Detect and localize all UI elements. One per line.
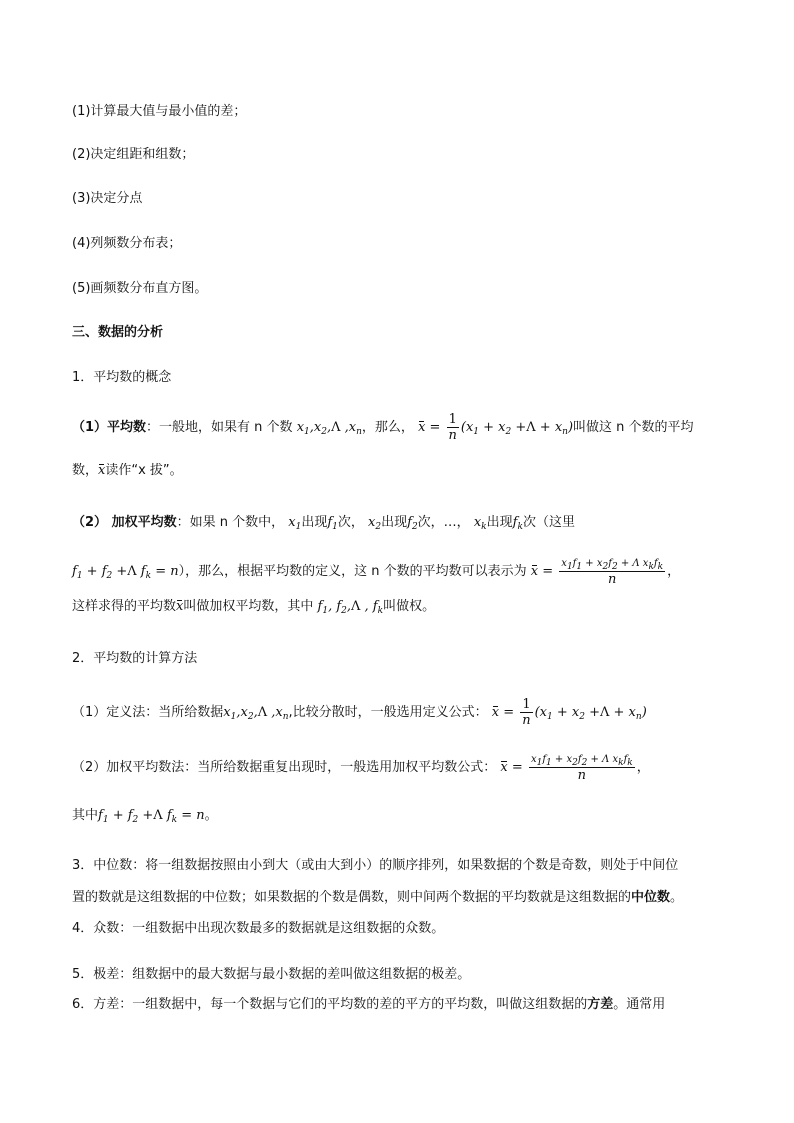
formula-xbar-2: x (176, 599, 184, 614)
step-2: (2)决定组距和组数； (72, 147, 195, 162)
step-3: (3)决定分点 (72, 191, 143, 206)
median-line2-a: 置的数就是这组数据的中位数；如果数据的个数是偶数，则中间两个数据的平均数就是这组数据的 (72, 890, 632, 905)
wm-text-b: 出现 (301, 515, 328, 530)
method-definition: （1）定义法：当所给数据$x_1,x_2,\Lambda$ $,x_n$,比较分散时，一般选用定义公式： x = $\frac{1}{n}$ $(x_1 + x_2 +\Lambda + x_n)$ (72, 697, 647, 728)
formula-f-sum: $f_1 + f_2 +\Lambda$ $f_k = n$ (72, 564, 179, 581)
mean-definition-line-1 (72, 412, 694, 443)
method-weighted-note (72, 807, 218, 824)
weighted-mean-line-3 (72, 598, 435, 615)
formula-mean-2: x = $\frac{1}{n}$ $(x_1 + x_2 +\Lambda + x_n)$ (491, 697, 647, 728)
section-3-title: 三、数据的分析 (72, 325, 164, 340)
mean-line2-b: 读作“x 拔”。 (105, 463, 183, 478)
mean-concept-title: 1．平均数的概念 (72, 370, 172, 385)
wm-text-a: ：如果 n 个数中， (176, 515, 285, 530)
formula-f-sum-2: $f_1 + f_2 +\Lambda$ $f_k = n$ (98, 808, 205, 825)
method1-b: 比较分散时，一般选用定义公式： (292, 705, 488, 720)
method3-b: 。 (204, 808, 218, 823)
method3-a: 其中 (72, 808, 99, 823)
method-weighted (72, 752, 650, 783)
wm-text-e: 次，…， (417, 515, 470, 530)
weighted-mean-line-1 (72, 514, 575, 531)
wm-line3-b: 叫做加权平均数，其中 (183, 599, 314, 614)
formula-weighted-mean-2: x = $\frac{x_1f_1 + x_2f_2 + \Lambda x_kf_k}{n}$ (500, 754, 633, 783)
variance-term: 方差 (587, 997, 614, 1012)
formula-mean: x = $\frac{1}{n}$ $(x_1 + x_2 +\Lambda + x_n)$ (418, 412, 574, 443)
mean-label: （1）平均数 (72, 420, 147, 435)
formula-x2: $x_2$ (368, 515, 382, 532)
median-term: 中位数 (631, 890, 671, 905)
weighted-mean-label: （2） 加权平均数 (72, 515, 177, 530)
weighted-mean-line-2 (72, 556, 680, 587)
formula-fk: $f_k$ (512, 515, 523, 532)
mean-definition-line-2 (72, 462, 183, 479)
formula-f-list: $f_1$, $f_2,\Lambda$ , $f_k$ (317, 599, 384, 616)
step-4: (4)列频数分布表； (72, 236, 182, 251)
method2-a: （2）加权平均数法：当所给数据重复出现时，一般选用加权平均数公式： (72, 760, 497, 775)
wm-line2-b: ， (667, 564, 681, 579)
wm-text-d: 出现 (381, 515, 408, 530)
range-line: 5．极差：组数据中的最大数据与最小数据的差叫做这组数据的极差。 (72, 967, 471, 982)
formula-f2: $f_2$ (407, 515, 418, 532)
mode-line: 4．众数：一组数据中出现次数最多的数据就是这组数据的众数。 (72, 921, 445, 936)
wm-text-c: 次， (337, 515, 364, 530)
formula-f1: $f_1$ (327, 515, 338, 532)
formula-weighted-mean: x = $\frac{x_1f_1 + x_2f_2 + \Lambda x_kf_k}{n}$ (530, 558, 664, 587)
formula-x1: $x_1$ (288, 515, 302, 532)
mean-text-c: 叫做这 n 个数的平均 (573, 420, 694, 435)
wm-line3-a: 这样求得的平均数 (72, 599, 177, 614)
wm-text-g: 次（这里 (522, 515, 575, 530)
wm-line2-a: ），那么，根据平均数的定义，这 n 个数的平均数可以表示为 (178, 564, 527, 579)
method1-a: （1）定义法：当所给数据 (72, 705, 224, 720)
mean-method-title: 2．平均数的计算方法 (72, 651, 198, 666)
formula-x-list-2: $x_1,x_2,\Lambda$ $,x_n$ (223, 705, 289, 722)
mean-text-b: ，那么， (361, 420, 414, 435)
median-line-1: 3．中位数：将一组数据按照由小到大（或由大到小）的顺序排列，如果数据的个数是奇数，则处于中间位 (72, 858, 679, 873)
formula-x-list: $x_1,x_2,\Lambda$ $,x_n$ (296, 420, 362, 437)
variance-c: 。通常用 (613, 997, 666, 1012)
median-line-2 (72, 889, 683, 906)
mean-line2-a: 数， (72, 463, 99, 478)
mean-text-a: ：一般地，如果有 n 个数 (146, 420, 293, 435)
median-line2-c: 。 (670, 890, 684, 905)
formula-xk: $x_k$ (473, 515, 487, 532)
formula-xbar: x (98, 463, 106, 478)
wm-text-f: 出现 (486, 515, 513, 530)
step-1: (1)计算最大值与最小值的差； (72, 104, 247, 119)
step-5: (5)画频数分布直方图。 (72, 281, 208, 296)
variance-line (72, 996, 665, 1013)
method2-b: ， (636, 760, 650, 775)
wm-line3-c: 叫做权。 (383, 599, 436, 614)
variance-a: 6．方差：一组数据中，每一个数据与它们的平均数的差的平方的平均数，叫做这组数据的 (72, 997, 588, 1012)
